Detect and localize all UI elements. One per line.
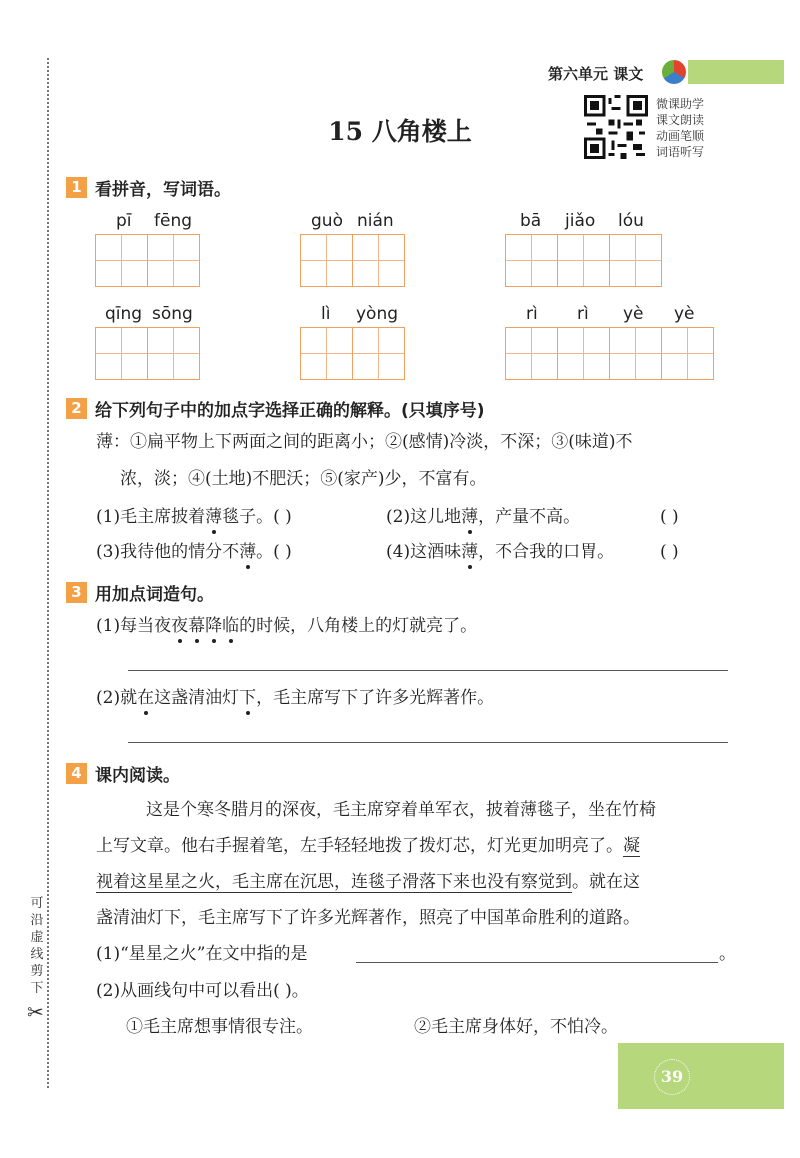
pinyin: nián <box>357 211 394 231</box>
cut-line <box>47 58 49 1088</box>
grid-cell[interactable] <box>95 327 148 380</box>
writing-grid[interactable] <box>300 327 405 380</box>
lesson-title: 15 八角楼上 <box>328 117 472 146</box>
grid-cell[interactable] <box>609 234 662 287</box>
answer-line[interactable] <box>356 962 718 963</box>
pinyin: yè <box>674 304 695 324</box>
grid-cell[interactable] <box>661 327 714 380</box>
grid-cell[interactable] <box>557 327 610 380</box>
answer-line[interactable] <box>128 742 728 743</box>
question-2: (2)从画线句中可以看出( )。 <box>96 981 309 1001</box>
definition-line: 薄：①扁平物上下两面之间的距离小；②(感情)冷淡，不深；③(味道)不 <box>96 432 633 452</box>
option-2[interactable]: ②毛主席身体好，不怕冷。 <box>414 1017 618 1037</box>
pinyin: guò <box>311 211 343 231</box>
grid-cell[interactable] <box>609 327 662 380</box>
section-3-heading: 3 用加点词造句。 <box>66 580 214 602</box>
passage-line: 这是个寒冬腊月的深夜，毛主席穿着单军衣，披着薄毯子，坐在竹椅 <box>146 800 656 820</box>
writing-grid[interactable] <box>505 234 662 287</box>
question-item: (1)毛主席披着薄毯子。( ) <box>96 507 292 527</box>
header-bar <box>688 60 784 84</box>
definition-line: 浓，淡；④(土地)不肥沃；⑤(家产)少，不富有。 <box>120 469 487 489</box>
passage-line: 视着这星星之火，毛主席在沉思，连毯子滑落下来也没有察觉到。就在这 <box>96 872 640 892</box>
section-2-heading: 2 给下列句子中的加点字选择正确的解释。(只填序号) <box>66 396 485 418</box>
writing-grid[interactable] <box>505 327 714 380</box>
writing-grid[interactable] <box>95 234 200 287</box>
scissors-icon: ✂ <box>27 1000 44 1024</box>
grid-cell[interactable] <box>147 327 200 380</box>
pinyin: yòng <box>356 304 399 324</box>
grid-cell[interactable] <box>505 327 558 380</box>
footer-bar <box>618 1043 784 1109</box>
grid-cell[interactable] <box>352 234 405 287</box>
pinyin: rì <box>577 304 589 324</box>
grid-cell[interactable] <box>505 234 558 287</box>
sentence-prompt: (2)就在这盏清油灯下，毛主席写下了许多光辉著作。 <box>96 688 495 708</box>
answer-blank[interactable]: ( ) <box>660 507 679 527</box>
pinyin: qīng <box>105 304 143 324</box>
cut-hint: 可 沿 虚 线 剪 下 <box>30 896 44 996</box>
grid-cell[interactable] <box>95 234 148 287</box>
question-item: (3)我待他的情分不薄。( ) <box>96 542 292 562</box>
page-number: 39 <box>654 1059 690 1095</box>
pinyin: rì <box>526 304 538 324</box>
pinyin: fēng <box>154 211 193 231</box>
qr-caption: 微课助学 课文朗读 动画笔顺 词语听写 <box>656 97 705 159</box>
grid-cell[interactable] <box>557 234 610 287</box>
question-1-end: 。 <box>719 944 736 964</box>
qr-code-icon[interactable] <box>584 95 648 159</box>
option-1[interactable]: ①毛主席想事情很专注。 <box>126 1017 313 1037</box>
pinyin: lóu <box>618 211 644 231</box>
pinyin: jiǎo <box>565 211 596 231</box>
grid-cell[interactable] <box>147 234 200 287</box>
grid-cell[interactable] <box>300 327 353 380</box>
unit-label: 第六单元 课文 <box>548 65 644 83</box>
pinyin: pī <box>116 211 132 231</box>
answer-blank[interactable]: ( ) <box>660 542 679 562</box>
question-1: (1)“星星之火”在文中指的是 <box>96 944 308 964</box>
grid-cell[interactable] <box>300 234 353 287</box>
passage-line: 上写文章。他右手握着笔，左手轻轻地拨了拨灯芯，灯光更加明亮了。凝 <box>96 836 640 856</box>
color-wheel-icon <box>662 60 686 84</box>
sentence-prompt: (1)每当夜夜幕降临的时候，八角楼上的灯就亮了。 <box>96 616 478 636</box>
question-item: (2)这儿地薄，产量不高。 <box>386 507 581 527</box>
writing-grid[interactable] <box>95 327 200 380</box>
section-4-heading: 4 课内阅读。 <box>66 761 180 783</box>
grid-cell[interactable] <box>352 327 405 380</box>
pinyin: sōng <box>152 304 193 324</box>
passage-line: 盏清油灯下，毛主席写下了许多光辉著作，照亮了中国革命胜利的道路。 <box>96 908 640 928</box>
pinyin: yè <box>623 304 644 324</box>
section-1-heading: 1 看拼音，写词语。 <box>66 175 231 197</box>
pinyin: bā <box>520 211 542 231</box>
answer-line[interactable] <box>128 670 728 671</box>
question-item: (4)这酒味薄，不合我的口胃。 <box>386 542 615 562</box>
dotted-char: 夜 <box>171 616 189 636</box>
pinyin: lì <box>321 304 331 324</box>
writing-grid[interactable] <box>300 234 405 287</box>
